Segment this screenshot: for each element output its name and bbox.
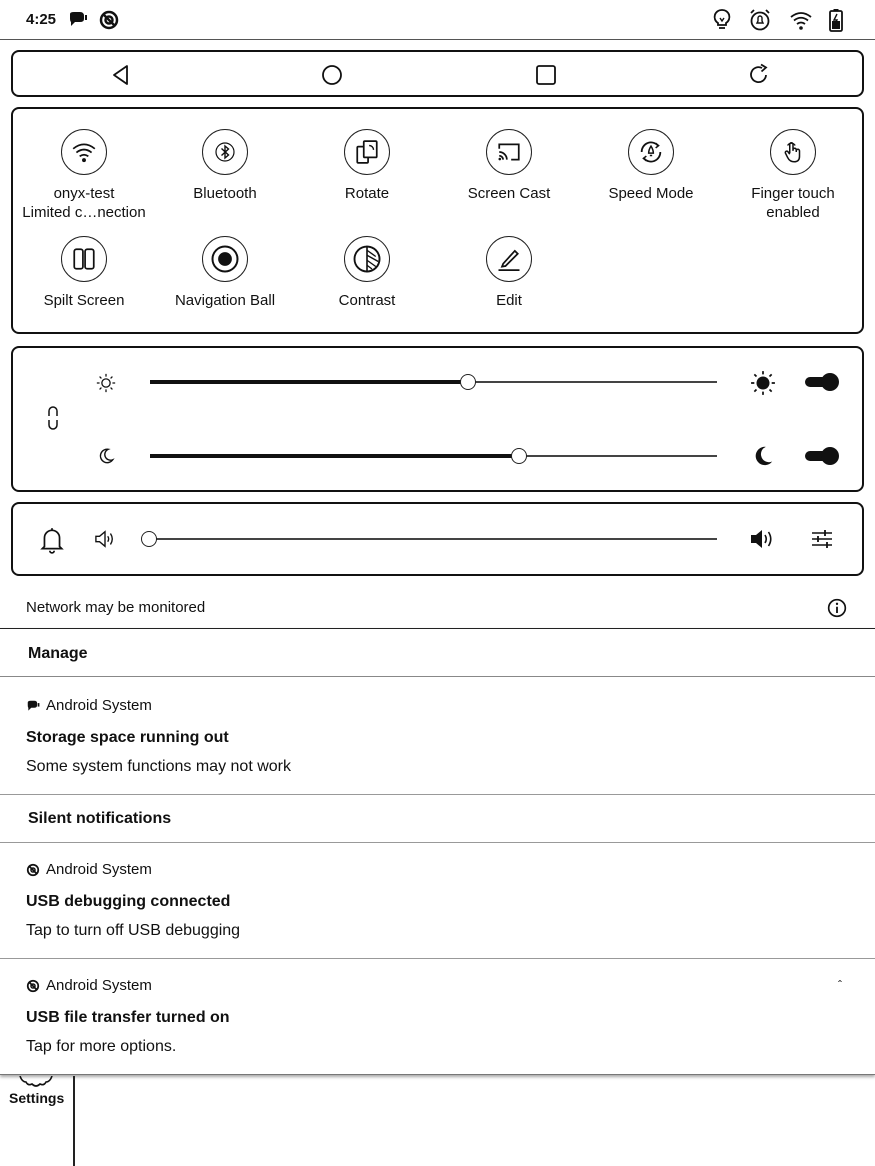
moon-outline-icon	[97, 446, 115, 466]
notification-title: USB file transfer turned on	[26, 1009, 230, 1026]
tile-speed-mode-button[interactable]	[628, 129, 674, 175]
settings-app-label[interactable]: Settings	[9, 1090, 65, 1106]
split-screen-icon	[71, 246, 97, 272]
notification-app-header	[26, 977, 152, 994]
cold-light-slider-thumb[interactable]	[460, 374, 476, 390]
wifi-icon	[789, 8, 813, 32]
notification-app-name: Android System	[46, 861, 152, 878]
manage-button[interactable]: Manage	[28, 645, 88, 662]
bell-icon[interactable]	[39, 526, 65, 554]
no-disturb-icon	[97, 8, 121, 32]
tile-navigation-ball-label: Navigation Ball	[174, 292, 276, 309]
cold-light-slider[interactable]	[150, 380, 717, 384]
navigation-bar	[11, 50, 864, 97]
tile-contrast[interactable]	[296, 236, 438, 310]
tile-finger-touch[interactable]	[722, 129, 864, 222]
tile-bluetooth-button[interactable]	[202, 129, 248, 175]
bluetooth-icon	[213, 140, 237, 164]
tile-split-screen-button[interactable]	[61, 236, 107, 282]
moon-filled-icon	[752, 444, 774, 468]
volume-slider-thumb[interactable]	[141, 531, 157, 547]
notification-text: Some system functions may not work	[26, 758, 291, 775]
link-icon[interactable]	[47, 406, 59, 430]
notification-app-name: Android System	[46, 977, 152, 994]
front-light-panel	[11, 346, 864, 492]
recents-icon[interactable]	[534, 63, 558, 87]
warm-light-slider[interactable]	[150, 454, 717, 458]
tile-edit-button[interactable]	[486, 236, 532, 282]
warm-light-slider-thumb[interactable]	[511, 448, 527, 464]
battery-charging-icon	[824, 8, 848, 32]
cold-light-slider-fill	[150, 380, 468, 384]
lightbulb-icon	[710, 8, 734, 32]
cast-icon	[496, 139, 522, 165]
edit-icon	[495, 245, 523, 273]
navigation-ball-icon	[210, 244, 240, 274]
volume-panel	[11, 502, 864, 576]
tile-screen-cast-button[interactable]	[486, 129, 532, 175]
status-time: 4:25	[26, 11, 57, 28]
chat-bubble-icon	[66, 8, 90, 32]
chat-bubble-icon	[26, 699, 40, 713]
warm-light-slider-fill	[150, 454, 519, 458]
cold-light-toggle[interactable]	[805, 375, 839, 389]
tile-split-screen[interactable]	[13, 236, 155, 310]
home-icon[interactable]	[320, 63, 344, 87]
tile-speed-mode-label: Speed Mode	[608, 185, 694, 202]
expand-caret-icon[interactable]: ˆ	[838, 978, 842, 992]
tile-bluetooth-label: Bluetooth	[193, 185, 257, 202]
tile-wifi[interactable]	[13, 129, 155, 222]
tile-screen-cast-label: Screen Cast	[467, 185, 551, 202]
tile-contrast-label: Contrast	[338, 292, 396, 309]
tile-navigation-ball-button[interactable]	[202, 236, 248, 282]
volume-slider[interactable]	[149, 537, 717, 541]
notification-text: Tap for more options.	[26, 1038, 177, 1055]
wifi-icon	[71, 139, 97, 165]
notification-title: USB debugging connected	[26, 893, 231, 910]
notification-app-header	[26, 861, 152, 878]
tile-edit[interactable]	[438, 236, 580, 310]
notification-usb-debugging[interactable]	[0, 842, 875, 958]
tile-contrast-button[interactable]	[344, 236, 390, 282]
tile-rotate-label: Rotate	[344, 185, 390, 202]
tile-rotate[interactable]	[296, 129, 438, 203]
silent-notifications-header: Silent notifications	[28, 810, 172, 827]
tile-finger-touch-label: Finger touch enabled	[751, 185, 835, 221]
network-monitored-notice: Network may be monitored	[26, 599, 206, 616]
tile-bluetooth[interactable]	[154, 129, 296, 203]
manage-row[interactable]	[0, 629, 875, 677]
notification-storage[interactable]	[0, 677, 875, 794]
tile-rotate-button[interactable]	[344, 129, 390, 175]
tile-wifi-label: onyx-test Limited c…nection	[22, 185, 146, 221]
notification-shade	[0, 628, 875, 1075]
notification-title: Storage space running out	[26, 729, 229, 746]
notification-app-header	[26, 697, 152, 714]
tile-split-screen-label: Spilt Screen	[43, 292, 125, 309]
tile-navigation-ball[interactable]	[154, 236, 296, 310]
back-icon[interactable]	[109, 63, 133, 87]
launcher-divider	[73, 1076, 75, 1166]
brightness-low-icon	[95, 372, 117, 394]
volume-high-icon	[749, 528, 775, 550]
warm-light-toggle[interactable]	[805, 449, 839, 463]
contrast-icon	[352, 244, 382, 274]
finger-touch-icon	[780, 139, 806, 165]
no-disturb-icon	[26, 979, 40, 993]
refresh-icon[interactable]	[747, 63, 771, 87]
notification-text: Tap to turn off USB debugging	[26, 922, 241, 939]
info-icon[interactable]	[827, 598, 847, 618]
notification-app-name: Android System	[46, 697, 152, 714]
volume-low-icon	[94, 529, 116, 549]
tile-finger-touch-button[interactable]	[770, 129, 816, 175]
no-disturb-icon	[26, 863, 40, 877]
quick-settings-tiles	[11, 107, 864, 334]
equalizer-settings-icon[interactable]	[810, 529, 834, 549]
status-bar	[0, 0, 875, 40]
tile-wifi-button[interactable]	[61, 129, 107, 175]
tile-edit-label: Edit	[496, 292, 522, 309]
alarm-icon	[748, 8, 772, 32]
tile-screen-cast[interactable]	[438, 129, 580, 203]
rotate-icon	[354, 139, 380, 165]
settings-gear-icon[interactable]	[18, 1076, 54, 1088]
tile-speed-mode[interactable]	[580, 129, 722, 203]
brightness-high-icon	[750, 370, 776, 396]
notification-usb-file-transfer[interactable]	[0, 958, 875, 1075]
speed-mode-icon	[637, 138, 665, 166]
